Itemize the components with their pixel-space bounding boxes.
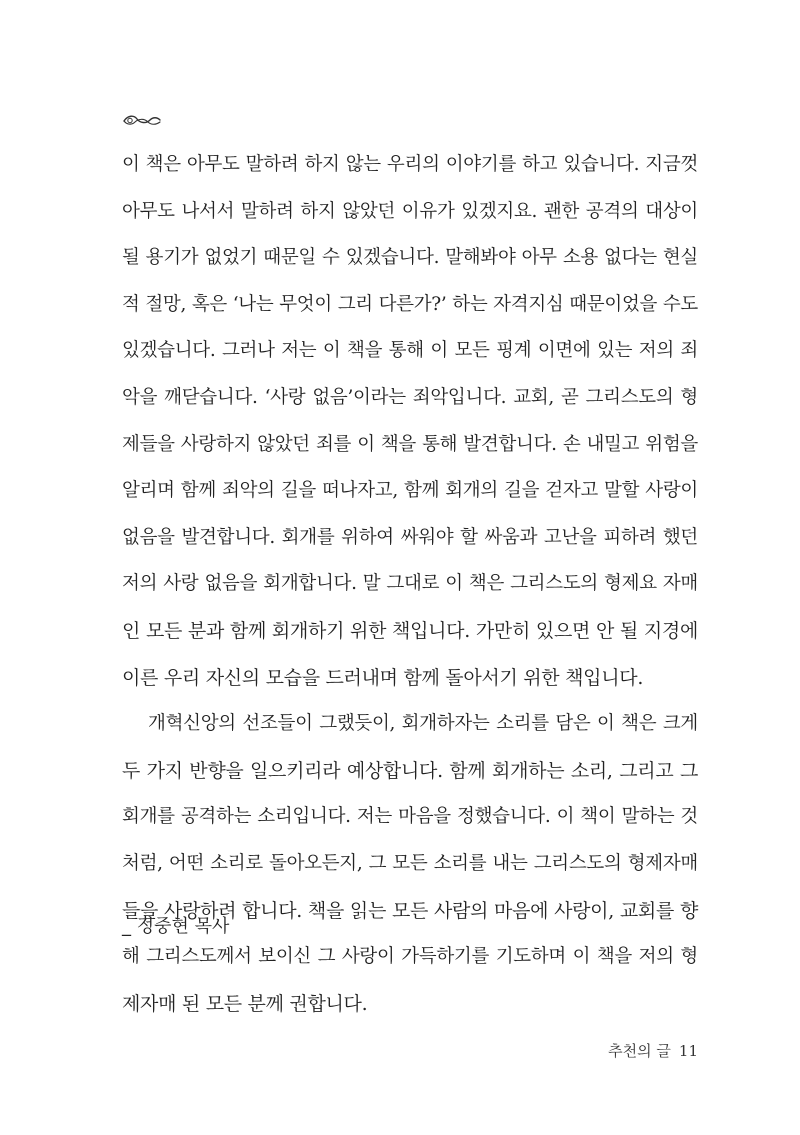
text-line: 이른 우리 자신의 모습을 드러내며 함께 돌아서기 위한 책입니다.: [122, 666, 644, 689]
text-line: 될 용기가 없었기 때문일 수 있겠습니다. 말해봐야 아무 소용 없다는 현실: [122, 247, 698, 269]
text-line: 저의 사랑 없음을 회개합니다. 말 그대로 이 책은 그리스도의 형제요 자매: [122, 573, 698, 595]
text-line: 제자매 된 모든 분께 권합니다.: [122, 992, 368, 1015]
swirl-ornament-icon: [122, 112, 162, 128]
text-line: 처럼, 어떤 소리로 돌아오든지, 그 모든 소리를 내는 그리스도의 형제자매: [122, 852, 698, 874]
signature: _ 정중현 목사: [122, 916, 230, 937]
text-line: 회개를 공격하는 소리입니다. 저는 마음을 정했습니다. 이 책이 말하는 것: [122, 806, 698, 828]
page-footer: [608, 1040, 698, 1061]
text-line: 인 모든 분과 함께 회개하기 위한 책입니다. 가만히 있으면 안 될 지경에: [122, 619, 698, 642]
text-line: 두 가지 반향을 일으키리라 예상합니다. 함께 회개하는 소리, 그리고 그: [122, 759, 698, 782]
text-line: 적 절망, 혹은 ‘나는 무엇이 그리 다른가?’ 하는 자격지심 때문이었을 수도: [122, 293, 698, 315]
text-line: 있겠습니다. 그러나 저는 이 책을 통해 이 모든 핑계 이면에 있는 저의 죄: [122, 340, 698, 362]
text-line: 해 그리스도께서 보이신 그 사랑이 가득하기를 기도하며 이 책을 저의 형: [122, 946, 698, 968]
page-number: 11: [678, 1042, 698, 1060]
text-line: 악을 깨닫습니다. ‘사랑 없음’이라는 죄악입니다. 교회, 곧 그리스도의 형: [122, 386, 698, 408]
text-line: 개혁신앙의 선조들이 그랬듯이, 회개하자는 소리를 담은 이 책은 크게: [148, 713, 698, 735]
text-line: 없음을 발견합니다. 회개를 위하여 싸워야 할 싸움과 고난을 피하려 했던: [122, 526, 698, 548]
text-line: 아무도 나서서 말하려 하지 않았던 이유가 있겠지요. 괜한 공격의 대상이: [122, 200, 698, 222]
text-line: 알리며 함께 죄악의 길을 떠나자고, 함께 회개의 길을 걷자고 말할 사랑이: [122, 480, 698, 502]
text-line: 들을 사랑하려 합니다. 책을 읽는 모든 사람의 마음에 사랑이, 교회를 향: [122, 899, 698, 922]
text-line: 제들을 사랑하지 않았던 죄를 이 책을 통해 발견합니다. 손 내밀고 위험을: [122, 433, 698, 455]
section-title: 추천의 글: [608, 1042, 671, 1060]
text-line: 이 책은 아무도 말하려 하지 않는 우리의 이야기를 하고 있습니다. 지금껏: [122, 154, 698, 175]
recommendation-text: [122, 142, 698, 1027]
